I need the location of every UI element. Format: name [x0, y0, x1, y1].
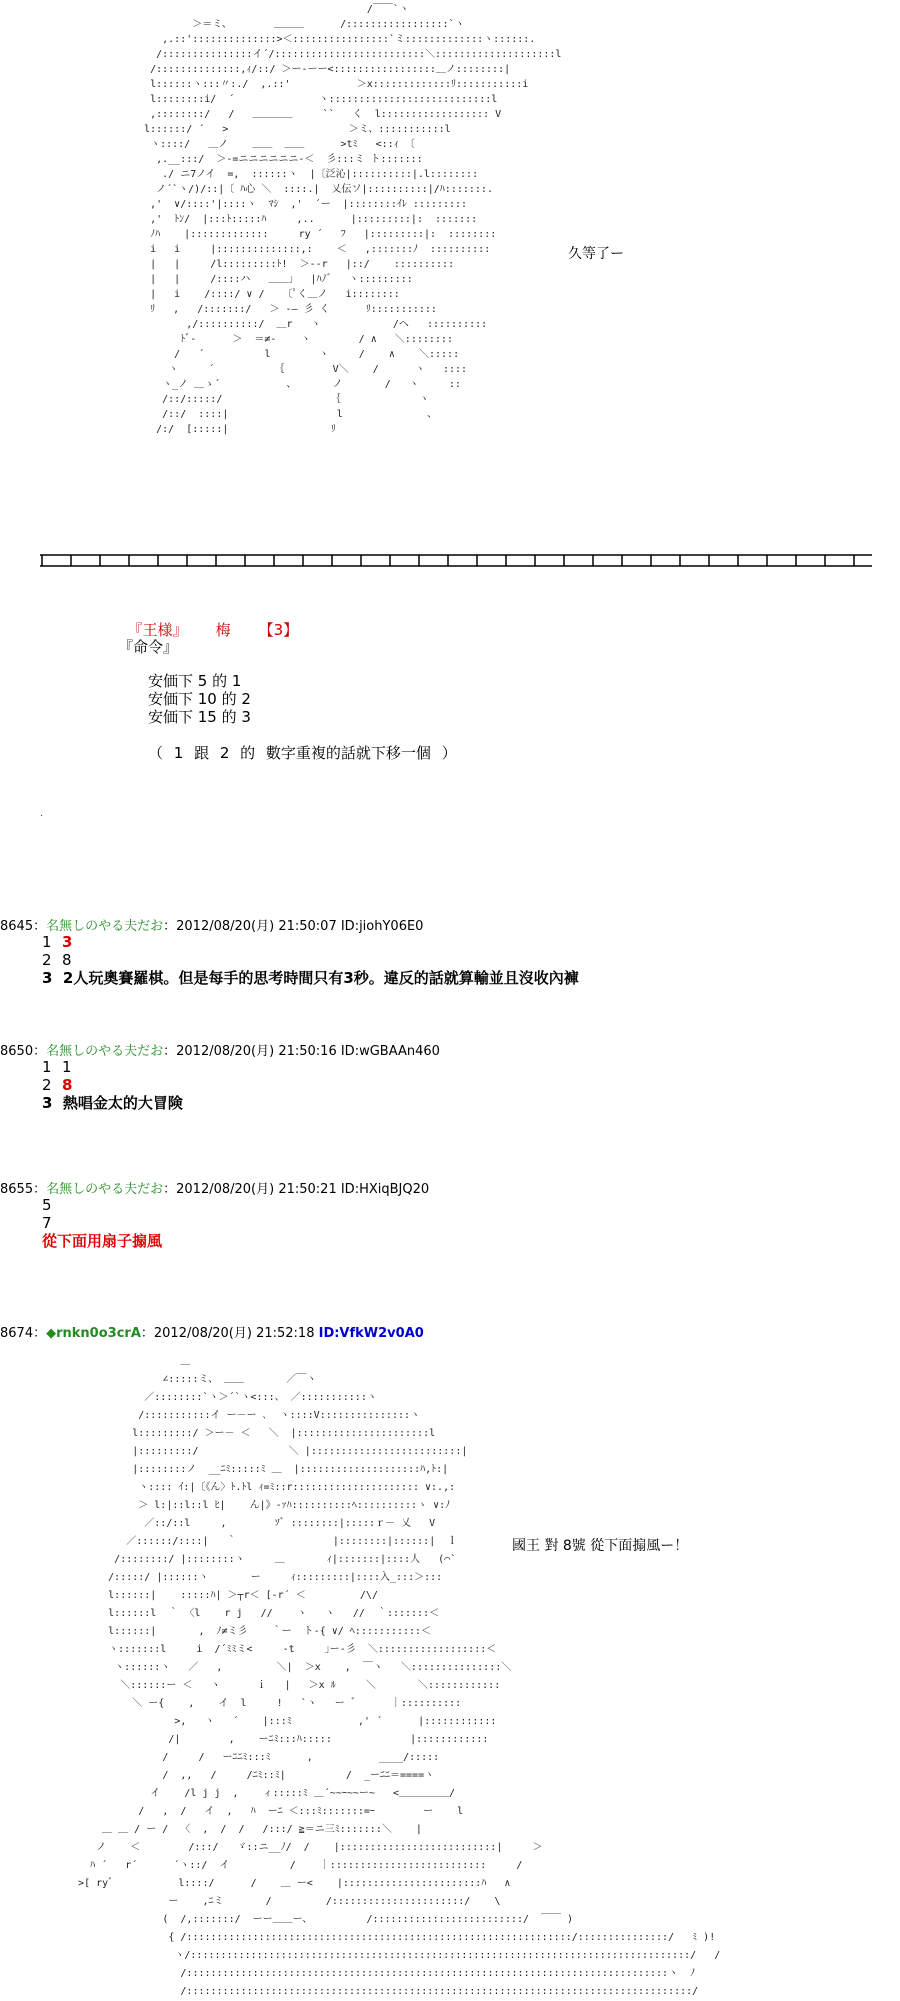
post-header: [0, 1322, 424, 1341]
post-author: 名無しのやる夫だお: [46, 1044, 164, 1059]
post-line: 5: [42, 1196, 52, 1214]
post-body: [42, 933, 579, 987]
rules-header: [118, 601, 326, 640]
speech-text-top: 久等了ー: [568, 246, 624, 262]
post-line: 3 2人玩奧賽羅棋。但是每手的思考時間只有3秒。違反的話就算輸並且沒收內褲: [42, 969, 579, 987]
post-meta: ：2012/08/20(月) 21:50:16 ID:wGBAAn460: [163, 1044, 440, 1059]
ruler-divider: [40, 553, 872, 568]
post-line: 3 熱唱金太的大冒険: [42, 1094, 183, 1112]
post-line: 7: [42, 1214, 52, 1232]
ascii-art-top: /￣￣`ヽ ＞＝ミ、 ＿＿＿ /:::::::::::::::::`ヽ ,.::'::::::::::::::>＜::::::::::::::::`ミ:::::::::::::ヽ::::::. /:::::::::::::::イ´/:::::::::::::::::::::::::＼::::::::::::::::::::l /::::::::::::::,ｨ/::/ ＞ー‐ーー<:::::::::::::::::＿ノ::::::::| l::::::ヽ:::〃:./ ,.::' ＞x:::::::::::::ﾘ:::::::::::i l::::::::i/ ´ ヽ:::::::::::::::::::::::::::l ,::::::::/ / ＿＿＿＿ `` く l:::::::::::::::::: V l::::::/ ´ > ＞ミ、:::::::::::l ヽ::::/ ＿ノ ＿＿ ＿＿ >tﾐ <::ｨ 〔 ,.__:::/ ＞-=ニニニニニニ-＜ 彡:::ミ ト::::::: ./ ニ7ノイ =, ::::::ヽ |〔泛沁|::::::::::|.l:::::::: ノ´`ヽ/)/::|〔 ﾊ心 ＼ ::::.| 乂伝ソ|::::::::::|/ﾊ:::::::. ,' ∨/::::'|::::ヽ ﾏｼ ,' ´ー |::::::::ｲﾚ ::::::::: ,' ﾄﾝ/ |:::ﾄ:::::ﾊ ,.. |:::::::::|: ::::::: ﾉﾊ |::::::::::::: ry ´ ﾌ |:::::::::|: :::::::: i i |::::::::::::::,: ＜ ,:::::::ﾉ :::::::::: | | /l:::::::::ﾄ! ＞‐‐r |::/ :::::::::: | | /::::ハ ＿＿」 |ﾊﾉ゛ ヽ::::::::: | i /::::/ ∨ / 〔ﾟく＿ノ i:::::::: ﾘ , /:::::::/ ＞ ‐― 彡 く ﾘ::::::::::: ,/::::::::::/ ＿r ヽ /ヘ :::::::::: ﾄﾞ‐ ＞ ＝≠- ヽ / ∧ ＼:::::::: / ´ l ヽ / ∧ ＼::::: ヽ ´ ｛ V＼ / ヽ :::: ヽ_ノ ＿ゝ´ 、 ノ / ヽ :: /::/:::::/ ｛ ヽ /::/ ::::| l 、 /:/ [:::::| ﾘ: [144, 4, 562, 435]
ascii-art-bottom: ＿ ∠:::::ミ、 ＿＿ ／￣ヽ ／::::::::`ヽ＞´`ヽ<:::、 ／:::::::::::ヽ /:::::::::::イ ー－ー ､ ヽ::::V:::::::::::::::ヽ l:::::::::/ ＞ー－ ＜ ＼ |::::::::::::::::::::::l |:::::::::/ ＼ |:::::::::::::::::::::::::| |::::::::ノ __ﾆﾐ:::::ﾐ ＿ |::::::::::::::::::::ﾊ,ﾄ:| ヽ:::: ｲ:|〔《ん〉ﾄ.ﾄl ｨ=ﾐ::r::::::::::::::::::::: ∨:.,: ＞ l:|::l::l ﾋ| ん|》-ｧﾊ::::::::::ﾍ::::::::::ヽ ∨:ﾉ ／::/::l , ｿﾞ ::::::::|:::::ｒ－ 乂 V ／::::::/::::| ｀ |::::::::|::::::| ｌ /::::::::/ |::::::::ヽ ＿ ｨ|:::::::|::::人 (⌒` /:::::/ |::::::ヽ ー ｨ:::::::::|::::入_:::＞::: l::::::| :::::ﾊ| ＞┬r＜ [-r´ ＜ /\/ l::::::l ｀ 〈l r j // ヽ ヽ // ｀:::::::＜ l::::::| , ﾉ≠ミ彡 ｀ー ト-{ ∨/ ﾍ:::::::::::＜ ヽ:::::::l i /´ﾐﾐミ< -t ｣ー-彡 ＼::::::::::::::::::＜ ヽ::::::ヽ ／ , ＼| ＞x , ￣ヽ ＼:::::::::::::::＼ ＼::::::ー ＜ ヽ ｉ | ＞x ﾙ ＼ ＼:::::::::::: ＼ ー{ , イ l ! `ヽ ー ゛ ｜:::::::::: >, ヽ ´ |:::ﾐ ,' ´ |:::::::::::: /| , ーﾆﾐ:::ﾊ::::: |:::::::::::: / / ーﾆﾆﾐ:::ﾐ , ____/::::: / ,, / /ﾆﾐ::ﾐ| / _ーﾆﾆ＝====ヽ イ /l j j , ィ:::::ﾐ ＿´~~ｰ~~ー~ <＿＿＿＿＿/ / , / イ , ﾊ ーﾆ ＜:::ﾐ:::::::=ｰ ー l ＿ ＿ / ー / 〈 , / / /:::/ ≧＝ニ三ﾐ:::::::＼ | ノ ＜ /:::/ ゞ::ニ__ﾉ/ / |::::::::::::::::::::::::::| ＞ ﾊ ´ r´ ´ヽ::/ イ / ｜:::::::::::::::::::::::::: / >[ ry゛ l::::/ / ＿ ー< |:::::::::::::::::::::::ﾊ ∧ ー ,ﾆミ / /::::::::::::::::::::::/ \ ( /,:::::::/ ーー＿＿ー、 /:::::::::::::::::::::::::/ ￣￣ ) { /::::::::::::::::::::::::::::::::::::::::::::::::::::::::::::::::/:::::::::::::::/ ﾐ )! ヽ/:::::::::::::::::::::::::::::::::::::::::::::::::::::::::::::::::::::::::::::::::::/ / /::::::::::::::::::::::::::::::::::::::::::::::::::::::::::::::::::::::::::::::::ヽ ﾉ /::::::::::::::::::::::::::::::::::::::::::::::::::::::::::::::::::::::::::::::::::::/: [78, 1356, 721, 1997]
post-separator: ：: [33, 1044, 47, 1059]
post-number[interactable]: 8645: [0, 919, 34, 934]
post-separator: ：: [33, 1326, 47, 1341]
post-line: 2 8: [42, 1076, 73, 1094]
post-meta: ：2012/08/20(月) 21:52:18: [140, 1326, 319, 1341]
rules-header-king: 『王様』: [127, 621, 188, 639]
post-line: 1 3: [42, 933, 73, 951]
post-line: 1 1: [42, 1058, 72, 1076]
post-separator: ：: [33, 1182, 47, 1197]
post-number[interactable]: 8655: [0, 1182, 34, 1197]
post-body: [42, 1196, 162, 1250]
rules-header-name: 梅: [215, 621, 231, 639]
post-author-trip: ◆rnkn0o3crA: [46, 1326, 141, 1341]
post-header: [0, 1178, 429, 1197]
post-meta: ：2012/08/20(月) 21:50:21 ID:HXiqBJQ20: [163, 1182, 430, 1197]
rules-header-number: 【3】: [258, 621, 299, 639]
post-meta: ：2012/08/20(月) 21:50:07 ID:jiohY06E0: [163, 919, 424, 934]
post-id-link[interactable]: ID:VfkW2v0A0: [318, 1326, 424, 1341]
post-header: [0, 1040, 440, 1059]
post-body: [42, 1058, 183, 1112]
post-header: [0, 915, 423, 934]
rules-command-line: 安価下 5 的 1: [148, 672, 242, 690]
post-author: 名無しのやる夫だお: [46, 1182, 164, 1197]
rules-command-label: 『命令』: [118, 638, 179, 656]
rules-command-line: 安価下 10 的 2: [148, 690, 251, 708]
post-number[interactable]: 8674: [0, 1326, 34, 1341]
post-line: 2 8: [42, 951, 72, 969]
rules-note: （ 1 跟 2 的 數字重複的話就下移一個 ）: [148, 744, 457, 762]
post-line: 從下面用扇子搧風: [42, 1232, 163, 1250]
rules-command-list: [148, 672, 251, 726]
post-separator: ：: [33, 919, 47, 934]
speech-text-bottom: 國王 對 8號 從下面搧風ー！: [512, 1538, 689, 1554]
rules-command-line: 安価下 15 的 3: [148, 708, 251, 726]
post-number[interactable]: 8650: [0, 1044, 34, 1059]
post-author: 名無しのやる夫だお: [46, 919, 164, 934]
stray-dot: .: [40, 808, 44, 819]
